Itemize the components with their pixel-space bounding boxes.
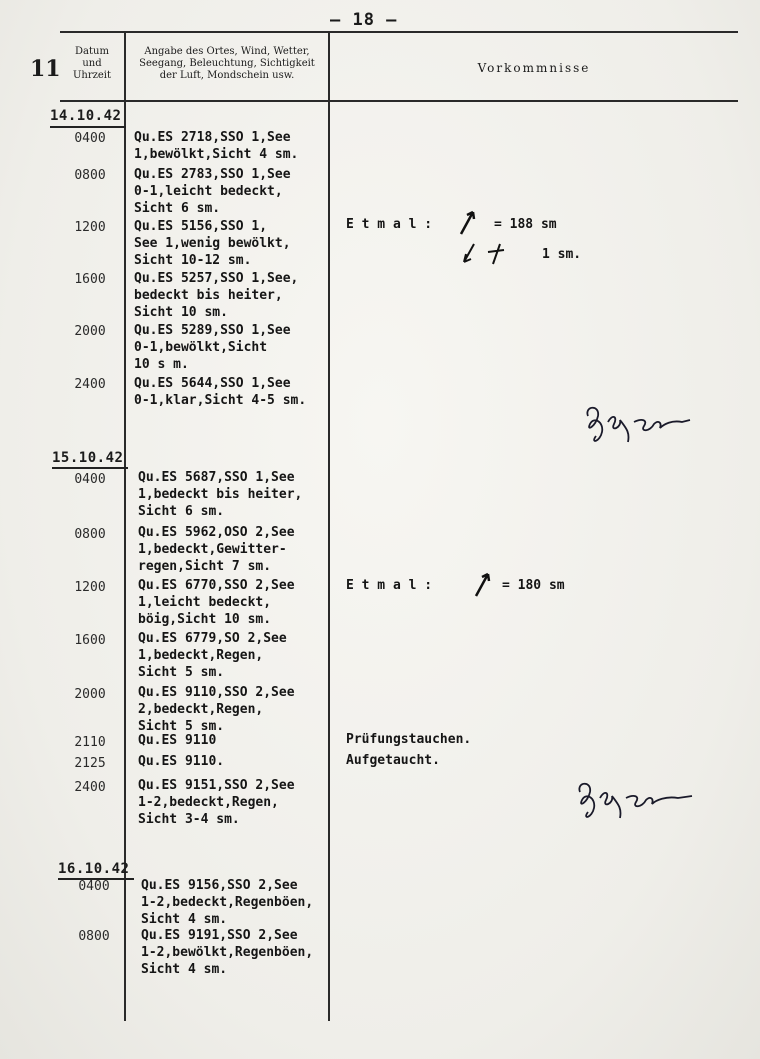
etmal-label: E t m a l : [346,578,433,593]
course-arrow-icon [455,206,479,236]
entry-time: 0400 [74,472,106,487]
date-underline [52,467,128,469]
signature-1 [582,402,694,448]
header-col1-line2: und [82,58,102,69]
entry-time: 0800 [74,527,106,542]
entry-text: Qu.ES 5156,SSO 1, See 1,wenig bewölkt, Sicht 10-12 sm. [134,219,291,268]
remark-aufgetaucht: Aufgetaucht. [346,753,440,768]
header-bottom-rule [60,100,738,102]
entry-time: 0400 [78,879,110,894]
entry-time: 2125 [74,756,106,771]
entry-time: 2000 [74,687,106,702]
header-location-weather [128,46,326,82]
entry-time: 1200 [74,220,106,235]
entry-text: Qu.ES 9110,SSO 2,See 2,bedeckt,Regen, Sicht 5 sm. [138,685,295,734]
date-label: 14.10.42 [50,108,122,124]
entry-text: Qu.ES 5962,OSO 2,See 1,bedeckt,Gewitter- regen,Sicht 7 sm. [138,525,295,574]
etmal-value-2: 1 sm. [542,247,582,262]
entry-text: Qu.ES 9191,SSO 2,See 1-2,bewölkt,Regenböen, Sicht 4 sm. [141,928,314,977]
header-col1-line3: Uhrzeit [72,70,112,81]
entry-time: 2400 [74,377,106,392]
header-date-time [62,46,122,82]
entry-time: 1600 [74,633,106,648]
margin-mark: 11 [30,56,61,82]
course-arrow-icon [470,568,494,598]
entry-text: Qu.ES 2718,SSO 1,See 1,bewölkt,Sicht 4 sm. [134,130,299,162]
header-col1-line1: Datum [75,46,109,57]
header-col3: Vorkommnisse [477,61,591,75]
course-arrow-down-icon [460,240,508,268]
entry-text: Qu.ES 9156,SSO 2,See 1-2,bedeckt,Regenböen, Sicht 4 sm. [141,878,314,927]
entry-time: 2000 [74,324,106,339]
remark-pruefungstauchen: Prüfungstauchen. [346,732,472,747]
entry-text: Qu.ES 9110. [138,754,225,769]
entry-text: Qu.ES 6779,SO 2,See 1,bedeckt,Regen, Sicht 5 sm. [138,631,287,680]
entry-text: Qu.ES 6770,SSO 2,See 1,leicht bedeckt, böig,Sicht 10 sm. [138,578,295,627]
entry-text: Qu.ES 2783,SSO 1,See 0-1,leicht bedeckt, Sicht 6 sm. [134,167,291,216]
etmal-value: = 180 sm [502,578,565,593]
date-label: 16.10.42 [58,861,130,877]
entry-text: Qu.ES 5257,SSO 1,See, bedeckt bis heiter, Sicht 10 sm. [134,271,299,320]
signature-2 [574,776,698,824]
etmal-value: = 188 sm [494,217,557,232]
entry-time: 1600 [74,272,106,287]
header-events [330,62,738,74]
entry-time: 2400 [74,780,106,795]
entry-time: 2110 [74,735,106,750]
entry-text: Qu.ES 9151,SSO 2,See 1-2,bedeckt,Regen, Sicht 3-4 sm. [138,778,295,827]
column-divider-2 [328,31,330,1021]
date-underline [50,126,126,128]
page-number: – 18 – [330,10,398,30]
entry-time: 1200 [74,580,106,595]
date-label: 15.10.42 [52,450,124,466]
entry-time: 0400 [74,131,106,146]
top-rule [60,31,738,33]
etmal-label: E t m a l : [346,217,433,232]
entry-text: Qu.ES 5687,SSO 1,See 1,bedeckt bis heiter, Sicht 6 sm. [138,470,303,519]
entry-time: 0800 [78,929,110,944]
entry-time: 0800 [74,168,106,183]
entry-text: Qu.ES 5644,SSO 1,See 0-1,klar,Sicht 4-5 sm. [134,376,307,408]
header-col2-line3: der Luft, Mondschein usw. [159,70,295,81]
entry-text: Qu.ES 9110 [138,733,217,748]
header-col2-line1: Angabe des Ortes, Wind, Wetter, [144,46,310,57]
entry-text: Qu.ES 5289,SSO 1,See 0-1,bewölkt,Sicht 10 s m. [134,323,291,372]
header-col2-line2: Seegang, Beleuchtung, Sichtigkeit [139,58,315,69]
